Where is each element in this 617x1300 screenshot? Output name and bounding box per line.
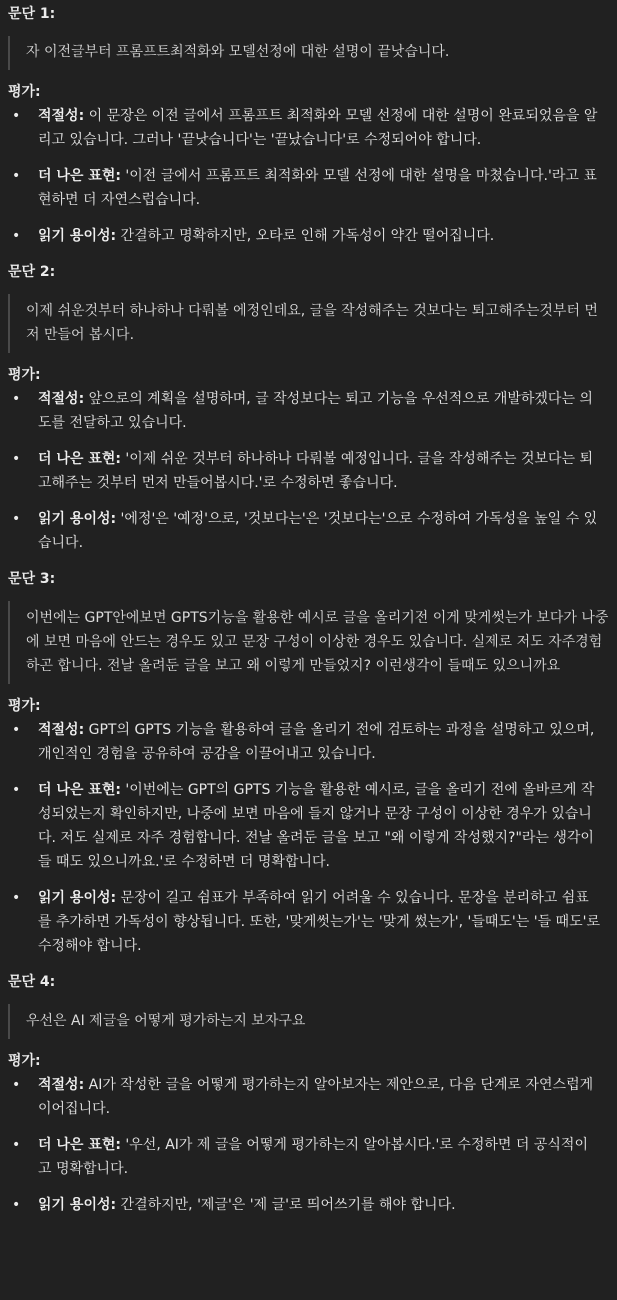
bullet-icon: •: [12, 108, 21, 124]
evaluation-label: 평가:: [8, 1053, 41, 1069]
evaluation-document: [0, 2, 617, 1217]
bullet-icon: •: [12, 890, 21, 906]
item-term: 더 나은 표현:: [38, 168, 121, 184]
list-item: [8, 387, 609, 435]
original-quote: 우선은 AI 제글을 어떻게 평가하는지 보자구요: [8, 1004, 609, 1039]
item-text: 간결하고 명확하지만, 오타로 인해 가독성이 약간 떨어집니다.: [116, 228, 495, 244]
item-term: 적절성:: [38, 391, 85, 407]
bullet-icon: •: [12, 1077, 21, 1093]
item-term: 적절성:: [38, 108, 85, 124]
bullet-icon: •: [12, 228, 21, 244]
list-item: [8, 886, 609, 958]
list-item: [8, 104, 609, 152]
list-item: [8, 224, 609, 248]
section-heading: 문단 3:: [8, 571, 56, 587]
bullet-icon: •: [12, 1197, 21, 1213]
evaluation-label: 평가:: [8, 367, 41, 383]
item-term: 적절성:: [38, 1077, 85, 1093]
bullet-icon: •: [12, 451, 21, 467]
paragraph-section-1: [8, 2, 609, 248]
evaluation-label: 평가:: [8, 698, 41, 714]
evaluation-list: [8, 718, 609, 958]
bullet-icon: •: [12, 1137, 21, 1153]
list-item: [8, 447, 609, 495]
item-term: 읽기 용이성:: [38, 228, 117, 244]
list-item: [8, 164, 609, 212]
bullet-icon: •: [12, 782, 21, 798]
item-term: 읽기 용이성:: [38, 890, 117, 906]
item-term: 더 나은 표현:: [38, 1137, 121, 1153]
item-term: 더 나은 표현:: [38, 782, 121, 798]
item-text: GPT의 GPTS 기능을 활용하여 글을 올리기 전에 검토하는 과정을 설명하고 있으며, 개인적인 경험을 공유하여 공감을 이끌어내고 있습니다.: [38, 722, 595, 762]
item-text: 이 문장은 이전 글에서 프롬프트 최적화와 모델 선정에 대한 설명이 완료되었음을 알리고 있습니다. 그러나 '끝낫습니다'는 '끝났습니다'로 수정되어야 합니다.: [38, 108, 598, 148]
original-quote: 자 이전글부터 프롬프트최적화와 모델선정에 대한 설명이 끝낫습니다.: [8, 36, 609, 70]
bullet-icon: •: [12, 511, 21, 527]
list-item: [8, 507, 609, 555]
list-item: [8, 1193, 609, 1217]
list-item: [8, 1133, 609, 1181]
section-heading: 문단 4:: [8, 974, 56, 990]
bullet-icon: •: [12, 391, 21, 407]
item-text: '우선, AI가 제 글을 어떻게 평가하는지 알아봅시다.'로 수정하면 더 공식적이고 명확합니다.: [38, 1137, 588, 1177]
item-text: 간결하지만, '제글'은 '제 글'로 띄어쓰기를 해야 합니다.: [116, 1197, 456, 1213]
list-item: [8, 778, 609, 874]
item-text: '이제 쉬운 것부터 하나하나 다뤄볼 예정입니다. 글을 작성해주는 것보다는 퇴고해주는 것부터 먼저 만들어봅시다.'로 수정하면 좋습니다.: [38, 451, 594, 491]
evaluation-label: 평가:: [8, 84, 41, 100]
item-term: 적절성:: [38, 722, 85, 738]
item-term: 읽기 용이성:: [38, 1197, 117, 1213]
item-text: 앞으로의 계획을 설명하며, 글 작성보다는 퇴고 기능을 우선적으로 개발하겠다는 의도를 전달하고 있습니다.: [38, 391, 593, 431]
section-heading: 문단 2:: [8, 264, 56, 280]
item-term: 더 나은 표현:: [38, 451, 121, 467]
original-quote: 이제 쉬운것부터 하나하나 다뤄볼 에정인데요, 글을 작성해주는 것보다는 퇴고해주는것부터 먼저 만들어 봅시다.: [8, 294, 609, 353]
evaluation-list: [8, 104, 609, 248]
item-text: AI가 작성한 글을 어떻게 평가하는지 알아보자는 제안으로, 다음 단계로 자연스럽게 이어집니다.: [38, 1077, 594, 1117]
item-term: 읽기 용이성:: [38, 511, 117, 527]
evaluation-list: [8, 1073, 609, 1217]
original-quote: 이번에는 GPT안에보면 GPTS기능을 활용한 예시로 글을 올리기전 이게 맞게썻는가 보다가 나중에 보면 마음에 안드는 경우도 있고 문장 구성이 이상한 경우도 있습니다. 실제로 저도 자주경험하곤 합니다. 전날 올려둔 글을 보고 왜 이렇게 만들었지? 이런생각이 들때도 있으니까요: [8, 601, 609, 684]
item-text: '에정'은 '예정'으로, '것보다는'은 '것보다는'으로 수정하여 가독성을 높일 수 있습니다.: [38, 511, 598, 551]
list-item: [8, 718, 609, 766]
paragraph-section-2: [8, 260, 609, 555]
section-heading: 문단 1:: [8, 6, 56, 22]
list-item: [8, 1073, 609, 1121]
bullet-icon: •: [12, 168, 21, 184]
evaluation-list: [8, 387, 609, 555]
paragraph-section-4: [8, 970, 609, 1217]
item-text: '이전 글에서 프롬프트 최적화와 모델 선정에 대한 설명을 마쳤습니다.'라고 표현하면 더 자연스럽습니다.: [38, 168, 597, 208]
item-text: '이번에는 GPT의 GPTS 기능을 활용한 예시로, 글을 올리기 전에 올바르게 작성되었는지 확인하지만, 나중에 보면 마음에 들지 않거나 문장 구성이 이상한 경우가 있습니다. 저도 실제로 자주 경험합니다. 전날 올려둔 글을 보고 "왜 이렇게 작성했지?"라는 생각이 들 때도 있으니까요.'로 수정하면 더 명확합니다.: [38, 782, 595, 870]
paragraph-section-3: [8, 567, 609, 958]
item-text: 문장이 길고 쉼표가 부족하여 읽기 어려울 수 있습니다. 문장을 분리하고 쉼표를 추가하면 가독성이 향상됩니다. 또한, '맞게썻는가'는 '맞게 썼는가', '들때도'는 '들 때도'로 수정해야 합니다.: [38, 890, 600, 954]
bullet-icon: •: [12, 722, 21, 738]
